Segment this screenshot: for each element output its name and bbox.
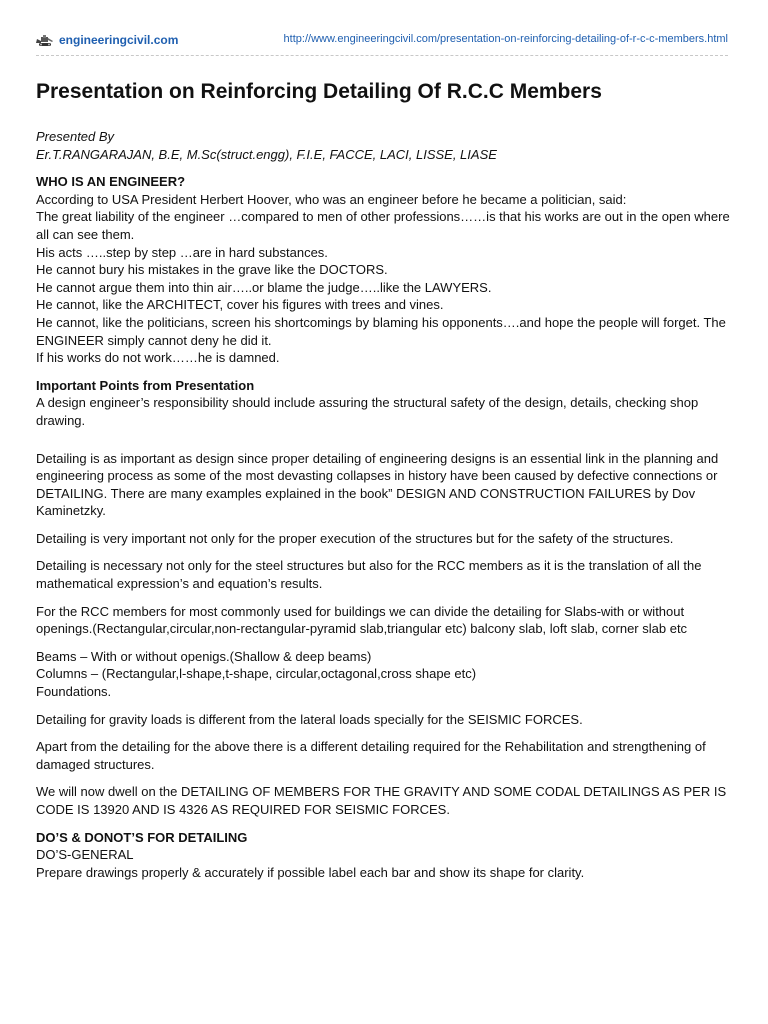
header-divider: [36, 55, 728, 56]
paragraph: For the RCC members for most commonly used for buildings we can divide the detailing for Slabs-with or without openings.(Rectangular,circular,non-rectangular-pyramid slab,triangular etc) balcony slab, loft slab, corner slab etc: [36, 603, 688, 637]
bulldozer-logo-icon: [36, 35, 54, 47]
engineer-heading: WHO IS AN ENGINEER?: [36, 174, 186, 190]
engineer-line: His acts …..step by step …are in hard substances.: [36, 244, 328, 260]
page-url-link[interactable]: http://www.engineeringcivil.com/presentation-on-reinforcing-detailing-of-r-c-c-members.html: [283, 33, 728, 45]
engineer-line: He cannot argue them into thin air…..or blame the judge…..like the LAWYERS.: [36, 279, 492, 295]
page-header: [36, 32, 728, 50]
member-type-line: Columns – (Rectangular,l-shape,t-shape, circular,octagonal,cross shape etc): [36, 666, 477, 682]
dos-heading: DO’S & DONOT’S FOR DETAILING: [36, 829, 248, 845]
member-types-list: [36, 648, 731, 701]
member-type-line: Foundations.: [36, 684, 112, 700]
paragraph: We will now dwell on the DETAILING OF MEMBERS FOR THE GRAVITY AND SOME CODAL DETAILINGS AS PER IS CODE IS 13920 AND IS 4326 AS REQUIRED FOR SEISMIC FORCES.: [36, 784, 727, 817]
paragraph: Detailing is as important as design since proper detailing of engineering designs is an essential link in the planning and engineering process as some of the most devasting collapses in history have been caused by defective connections or DETAILING. There are many examples explained in the book” DESIGN AND CONSTRUCTION FAILURES by Dov Kaminetzky.: [36, 450, 719, 519]
engineer-section: [36, 173, 731, 367]
points-section: [36, 377, 731, 430]
presenter-credentials: Er.T.RANGARAJAN, B.E, M.Sc(struct.engg), F.I.E, FACCE, LACI, LISSE, LIASE: [36, 146, 497, 162]
paragraph: Detailing for gravity loads is different from the lateral loads specially for the SEISMIC FORCES.: [36, 711, 583, 727]
paragraph: Detailing is very important not only for the proper execution of the structures but for the safety of the structures.: [36, 530, 674, 546]
dos-subheading: DO’S-GENERAL: [36, 847, 134, 863]
document-title: Presentation on Reinforcing Detailing Of R.C.C Members: [36, 80, 602, 103]
paragraph: Detailing is necessary not only for the steel structures but also for the RCC members as it is the translation of all the mathematical expression’s and equation’s results.: [36, 558, 702, 592]
presenter-block: [36, 128, 731, 163]
paragraph: Apart from the detailing for the above there is a different detailing required for the Rehabilitation and strengthening of damaged structures.: [36, 739, 706, 772]
presented-by-label: Presented By: [36, 129, 115, 144]
dos-line: Prepare drawings properly & accurately if possible label each bar and show its shape for clarity.: [36, 864, 585, 880]
points-heading: Important Points from Presentation: [36, 377, 255, 393]
member-type-line: Beams – With or without openigs.(Shallow & deep beams): [36, 648, 372, 664]
engineer-line: If his works do not work……he is damned.: [36, 350, 280, 366]
engineer-line: According to USA President Herbert Hoover, who was an engineer before he became a politician, said:: [36, 191, 627, 207]
engineer-line: He cannot bury his mistakes in the grave like the DOCTORS.: [36, 262, 388, 278]
engineer-line: He cannot, like the politicians, screen his shortcomings by blaming his opponents….and hope the people will forget. The ENGINEER simply cannot deny he did it.: [36, 314, 726, 348]
points-intro: A design engineer’s responsibility should include assuring the structural safety of the design, details, checking shop drawing.: [36, 395, 699, 428]
document-body: [36, 128, 731, 891]
dos-section: [36, 829, 731, 882]
engineer-line: He cannot, like the ARCHITECT, cover his figures with trees and vines.: [36, 297, 444, 313]
site-name-link[interactable]: engineeringcivil.com: [59, 33, 179, 47]
engineer-line: The great liability of the engineer …compared to men of other professions……is that his works are out in the open where all can see them.: [36, 209, 730, 242]
